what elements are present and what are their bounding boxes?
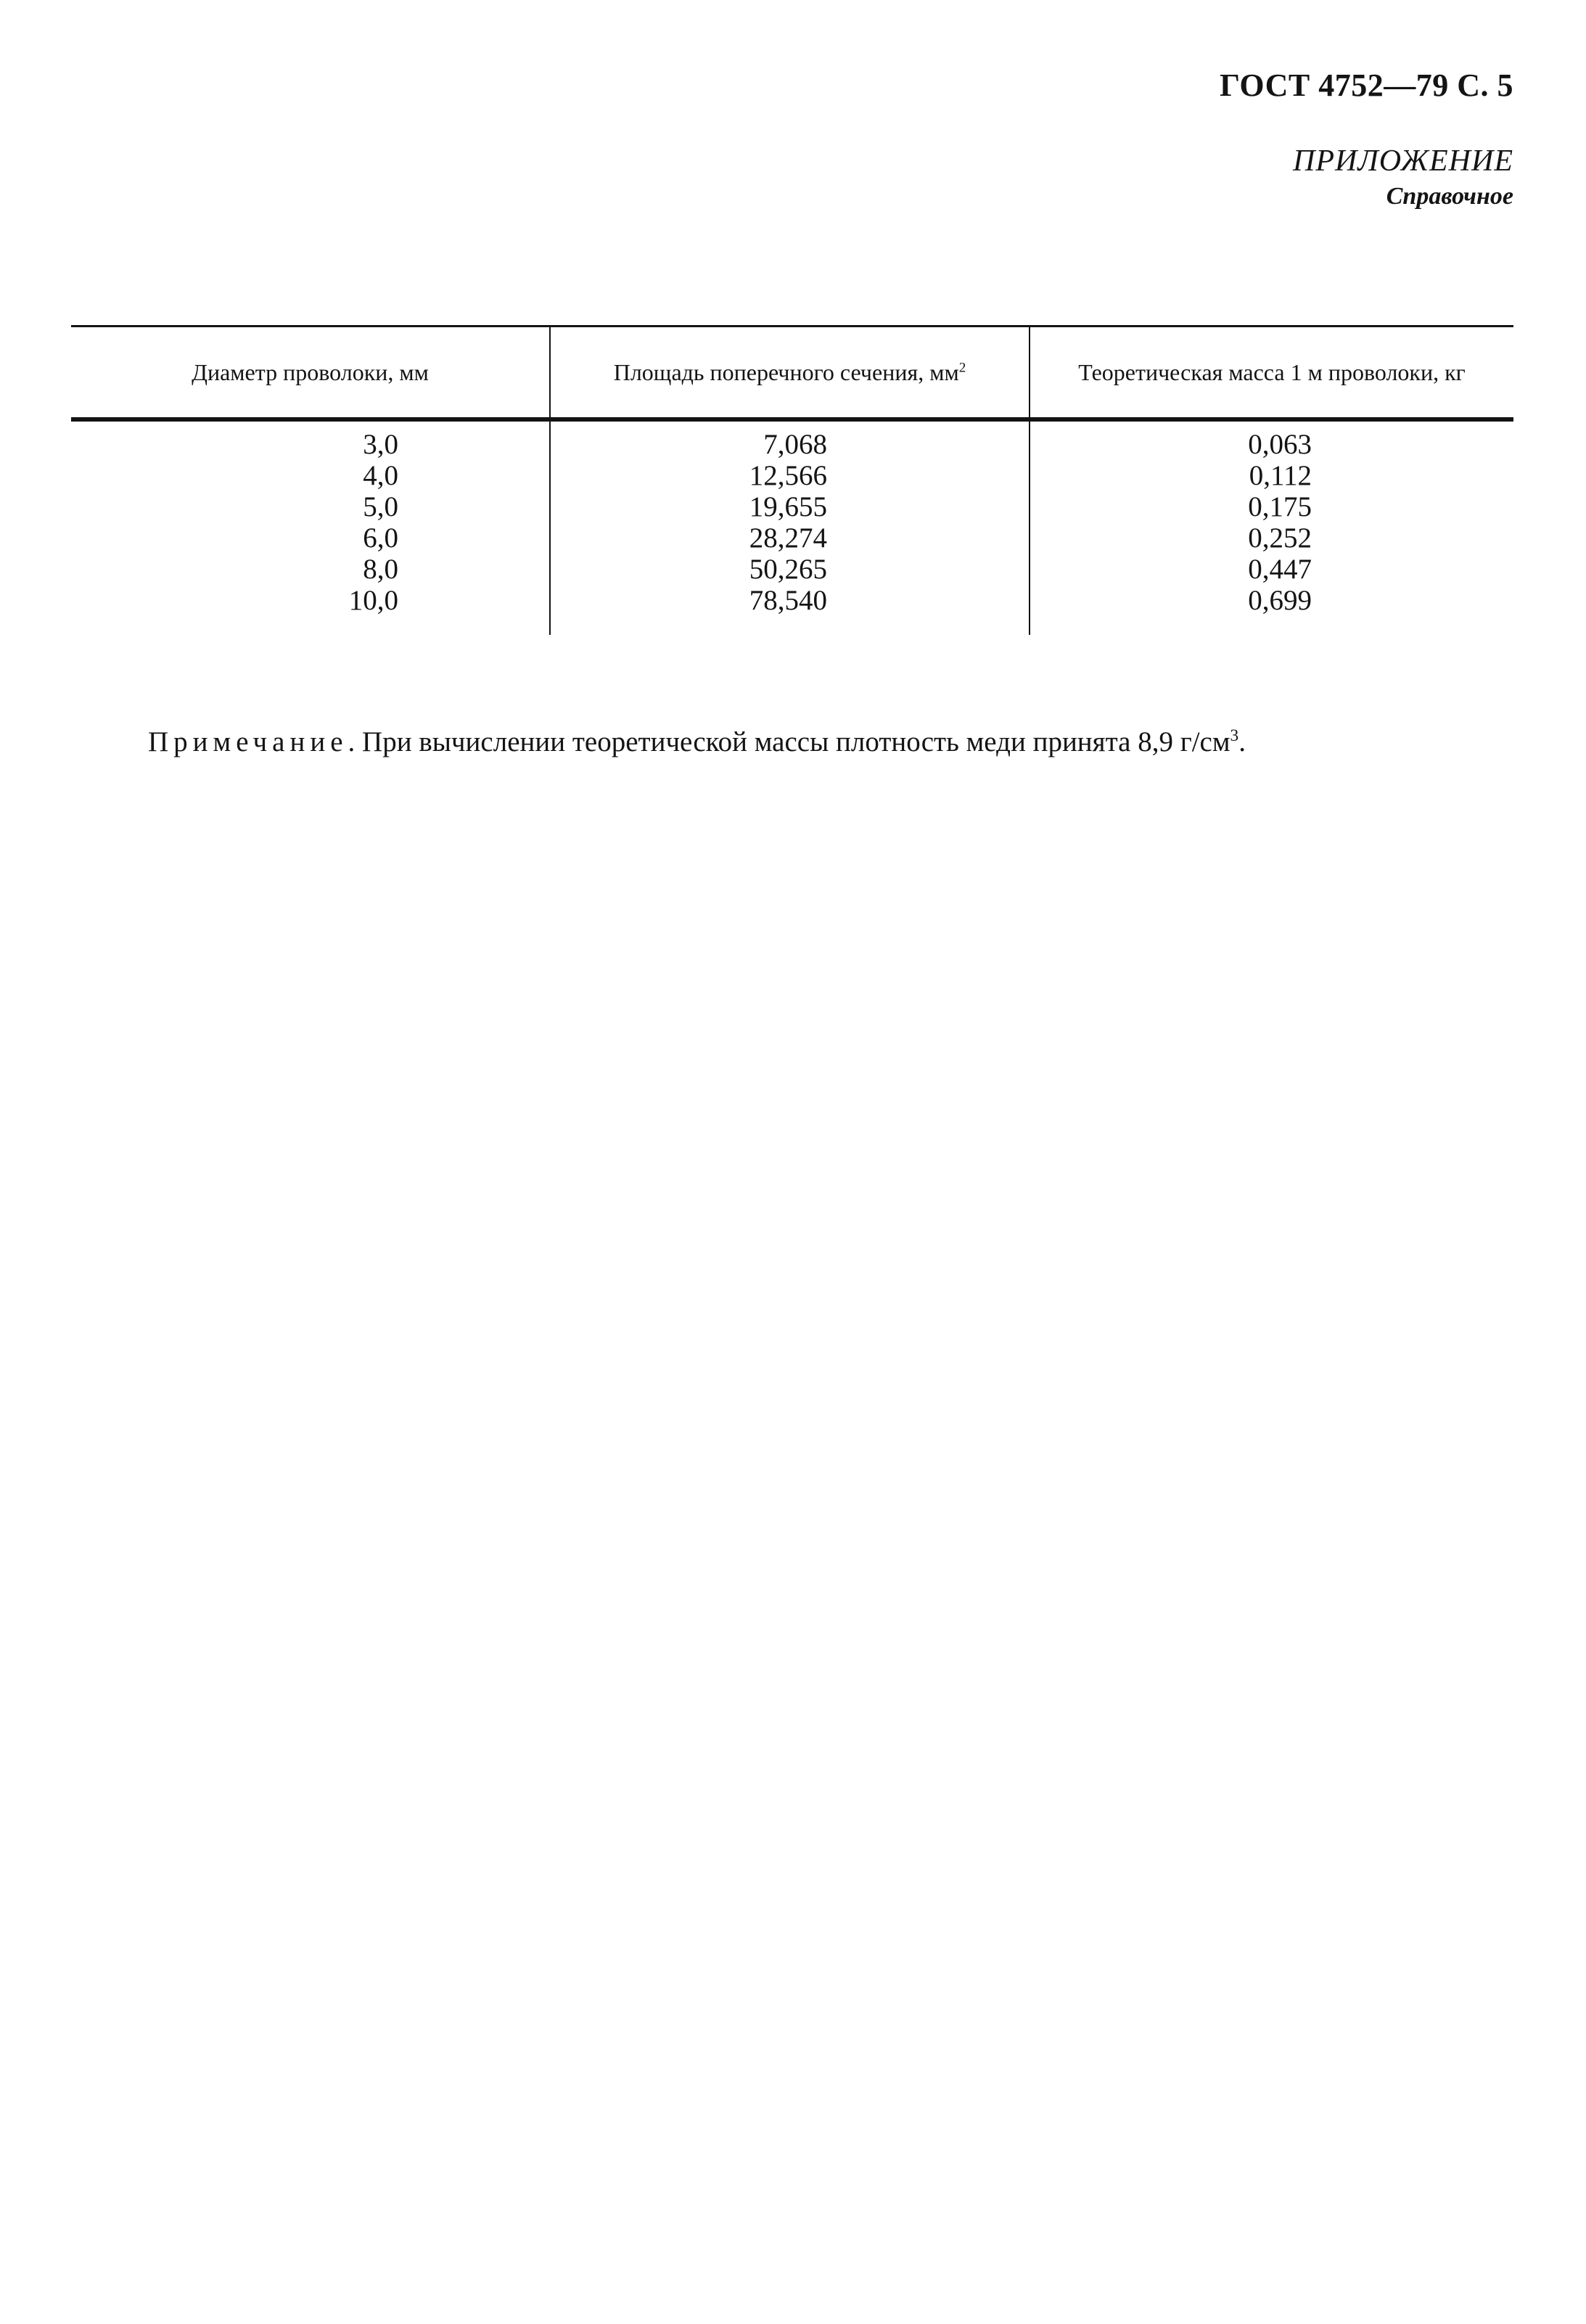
table-row bbox=[71, 460, 1513, 491]
appendix-subtitle: Справочное bbox=[1386, 183, 1513, 210]
cell-mass: 0,699 bbox=[1030, 585, 1513, 635]
column-header-area bbox=[550, 327, 1030, 419]
cell-diameter: 5,0 bbox=[363, 491, 398, 522]
cell-mass: 0,175 bbox=[1030, 491, 1513, 522]
column-header-diameter bbox=[71, 327, 550, 419]
table-note bbox=[148, 726, 1246, 758]
cell-diameter: 8,0 bbox=[363, 554, 398, 585]
cell-diameter: 10,0 bbox=[348, 585, 398, 616]
cell-area: 12,566 bbox=[550, 460, 1030, 491]
table-row bbox=[71, 491, 1513, 522]
wire-data-table bbox=[71, 325, 1513, 635]
note-end: . bbox=[1238, 726, 1246, 757]
column-header-label: Диаметр проволоки, мм bbox=[192, 358, 429, 385]
cell-area: 28,274 bbox=[550, 522, 1030, 554]
cell-mass: 0,063 bbox=[1030, 421, 1513, 461]
cell-area: 7,068 bbox=[550, 421, 1030, 461]
column-header-label: Теоретическая масса 1 м проволоки, кг bbox=[1078, 358, 1466, 385]
appendix-heading bbox=[1293, 141, 1513, 213]
table-row bbox=[71, 421, 1513, 461]
table-header-row bbox=[71, 327, 1513, 419]
table-row bbox=[71, 585, 1513, 635]
cell-mass: 0,112 bbox=[1030, 460, 1513, 491]
column-header-label: Площадь поперечного сечения, мм bbox=[613, 358, 959, 385]
note-unit-exponent: 3 bbox=[1230, 726, 1239, 745]
cell-diameter: 4,0 bbox=[363, 460, 398, 491]
appendix-title: ПРИЛОЖЕНИЕ bbox=[1293, 144, 1513, 178]
table-row bbox=[71, 522, 1513, 554]
cell-area: 50,265 bbox=[550, 554, 1030, 585]
note-label: Примечание bbox=[148, 726, 348, 757]
cell-mass: 0,447 bbox=[1030, 554, 1513, 585]
page-header: ГОСТ 4752—79 С. 5 bbox=[1219, 67, 1513, 103]
cell-diameter: 6,0 bbox=[363, 522, 398, 554]
cell-mass: 0,252 bbox=[1030, 522, 1513, 554]
table-row bbox=[71, 554, 1513, 585]
column-header-mass bbox=[1030, 327, 1513, 419]
note-text: . При вычислении теоретической массы плотность меди принята 8,9 г/см bbox=[348, 726, 1230, 757]
column-header-unit-exponent: 2 bbox=[958, 359, 966, 375]
cell-area: 19,655 bbox=[550, 491, 1030, 522]
cell-area: 78,540 bbox=[550, 585, 1030, 635]
cell-diameter: 3,0 bbox=[363, 429, 398, 460]
